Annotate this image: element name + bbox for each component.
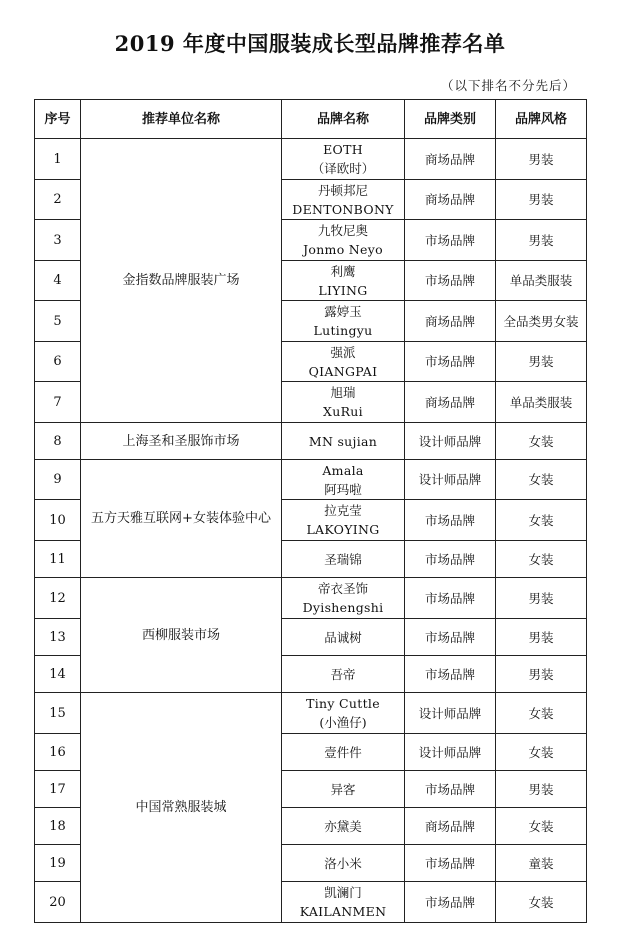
row-number: 4: [35, 261, 81, 301]
brand-style: 男装: [496, 139, 587, 180]
brand-type: 市场品牌: [405, 656, 496, 693]
brand-style: 男装: [496, 578, 587, 619]
brand-style: 男装: [496, 771, 587, 808]
brand-name: 九牧尼奥 Jonmo Neyo: [282, 220, 405, 261]
table-row: [35, 578, 587, 619]
recommending-unit: 五方天雅互联网+女装体验中心: [81, 460, 282, 578]
brand-type: 商场品牌: [405, 382, 496, 423]
brand-style: 单品类服装: [496, 261, 587, 301]
brand-name: 露婷玉 Lutingyu: [282, 301, 405, 342]
brand-type: 设计师品牌: [405, 734, 496, 771]
brand-type: 市场品牌: [405, 619, 496, 656]
brand-type: 市场品牌: [405, 342, 496, 382]
ordering-note: （以下排名不分先后）: [440, 78, 576, 93]
brand-name: 圣瑞锦: [282, 541, 405, 578]
row-number: 12: [35, 578, 81, 619]
brand-style: 男装: [496, 656, 587, 693]
table-row: [35, 693, 587, 734]
brand-name: 洛小米: [282, 845, 405, 882]
brand-name: 异客: [282, 771, 405, 808]
row-number: 8: [35, 423, 81, 460]
brand-style: 女装: [496, 541, 587, 578]
brand-type: 设计师品牌: [405, 460, 496, 500]
brand-type: 商场品牌: [405, 808, 496, 845]
header-style: 品牌风格: [496, 100, 587, 139]
header-brand: 品牌名称: [282, 100, 405, 139]
header-unit: 推荐单位名称: [81, 100, 282, 139]
brand-name: 吾帝: [282, 656, 405, 693]
header-type: 品牌类别: [405, 100, 496, 139]
brand-name: 亦黛美: [282, 808, 405, 845]
recommending-unit: 金指数品牌服装广场: [81, 139, 282, 423]
row-number: 19: [35, 845, 81, 882]
row-number: 1: [35, 139, 81, 180]
brand-name: 凯澜门 KAILANMEN: [282, 882, 405, 923]
brand-name: 旭瑞 XuRui: [282, 382, 405, 423]
brand-type: 市场品牌: [405, 220, 496, 261]
row-number: 3: [35, 220, 81, 261]
row-number: 17: [35, 771, 81, 808]
brand-type: 市场品牌: [405, 771, 496, 808]
brand-name: 拉克莹 LAKOYING: [282, 500, 405, 541]
brand-name: 利鹰 LIYING: [282, 261, 405, 301]
brand-style: 女装: [496, 423, 587, 460]
brand-style: 男装: [496, 180, 587, 220]
brand-type: 设计师品牌: [405, 423, 496, 460]
brand-style: 女装: [496, 882, 587, 923]
brand-type: 市场品牌: [405, 845, 496, 882]
row-number: 13: [35, 619, 81, 656]
row-number: 6: [35, 342, 81, 382]
row-number: 2: [35, 180, 81, 220]
brand-style: 女装: [496, 693, 587, 734]
brand-table: [34, 99, 587, 923]
brand-name: MN sujian: [282, 423, 405, 460]
row-number: 5: [35, 301, 81, 342]
brand-name: Amala 阿玛啦: [282, 460, 405, 500]
brand-type: 市场品牌: [405, 882, 496, 923]
brand-name: 壹件件: [282, 734, 405, 771]
header-index: 序号: [35, 100, 81, 139]
document-title: 2019 年度中国服装成长型品牌推荐名单: [114, 31, 506, 56]
brand-type: 商场品牌: [405, 139, 496, 180]
table-row: [35, 460, 587, 500]
brand-name: Tiny Cuttle (小渔仔): [282, 693, 405, 734]
brand-name: EOTH （译欧时）: [282, 139, 405, 180]
brand-type: 商场品牌: [405, 301, 496, 342]
brand-type: 市场品牌: [405, 500, 496, 541]
table-row: [35, 139, 587, 180]
brand-style: 男装: [496, 619, 587, 656]
row-number: 7: [35, 382, 81, 423]
brand-style: 单品类服装: [496, 382, 587, 423]
row-number: 14: [35, 656, 81, 693]
recommending-unit: 西柳服装市场: [81, 578, 282, 693]
recommending-unit: 中国常熟服装城: [81, 693, 282, 923]
brand-style: 童装: [496, 845, 587, 882]
brand-type: 市场品牌: [405, 578, 496, 619]
brand-style: 男装: [496, 342, 587, 382]
brand-style: 女装: [496, 808, 587, 845]
brand-style: 女装: [496, 460, 587, 500]
brand-type: 商场品牌: [405, 180, 496, 220]
brand-name: 强派 QIANGPAI: [282, 342, 405, 382]
row-number: 10: [35, 500, 81, 541]
recommending-unit: 上海圣和圣服饰市场: [81, 423, 282, 460]
brand-name: 丹顿邦尼 DENTONBONY: [282, 180, 405, 220]
brand-style: 女装: [496, 734, 587, 771]
table-header-row: [35, 100, 587, 139]
brand-style: 男装: [496, 220, 587, 261]
brand-name: 帝衣圣饰 Dyishengshi: [282, 578, 405, 619]
row-number: 16: [35, 734, 81, 771]
brand-type: 市场品牌: [405, 261, 496, 301]
brand-type: 市场品牌: [405, 541, 496, 578]
row-number: 20: [35, 882, 81, 923]
row-number: 11: [35, 541, 81, 578]
brand-type: 设计师品牌: [405, 693, 496, 734]
table-row: [35, 423, 587, 460]
brand-style: 全品类男女装: [496, 301, 587, 342]
brand-style: 女装: [496, 500, 587, 541]
row-number: 9: [35, 460, 81, 500]
row-number: 18: [35, 808, 81, 845]
row-number: 15: [35, 693, 81, 734]
brand-name: 品诚树: [282, 619, 405, 656]
